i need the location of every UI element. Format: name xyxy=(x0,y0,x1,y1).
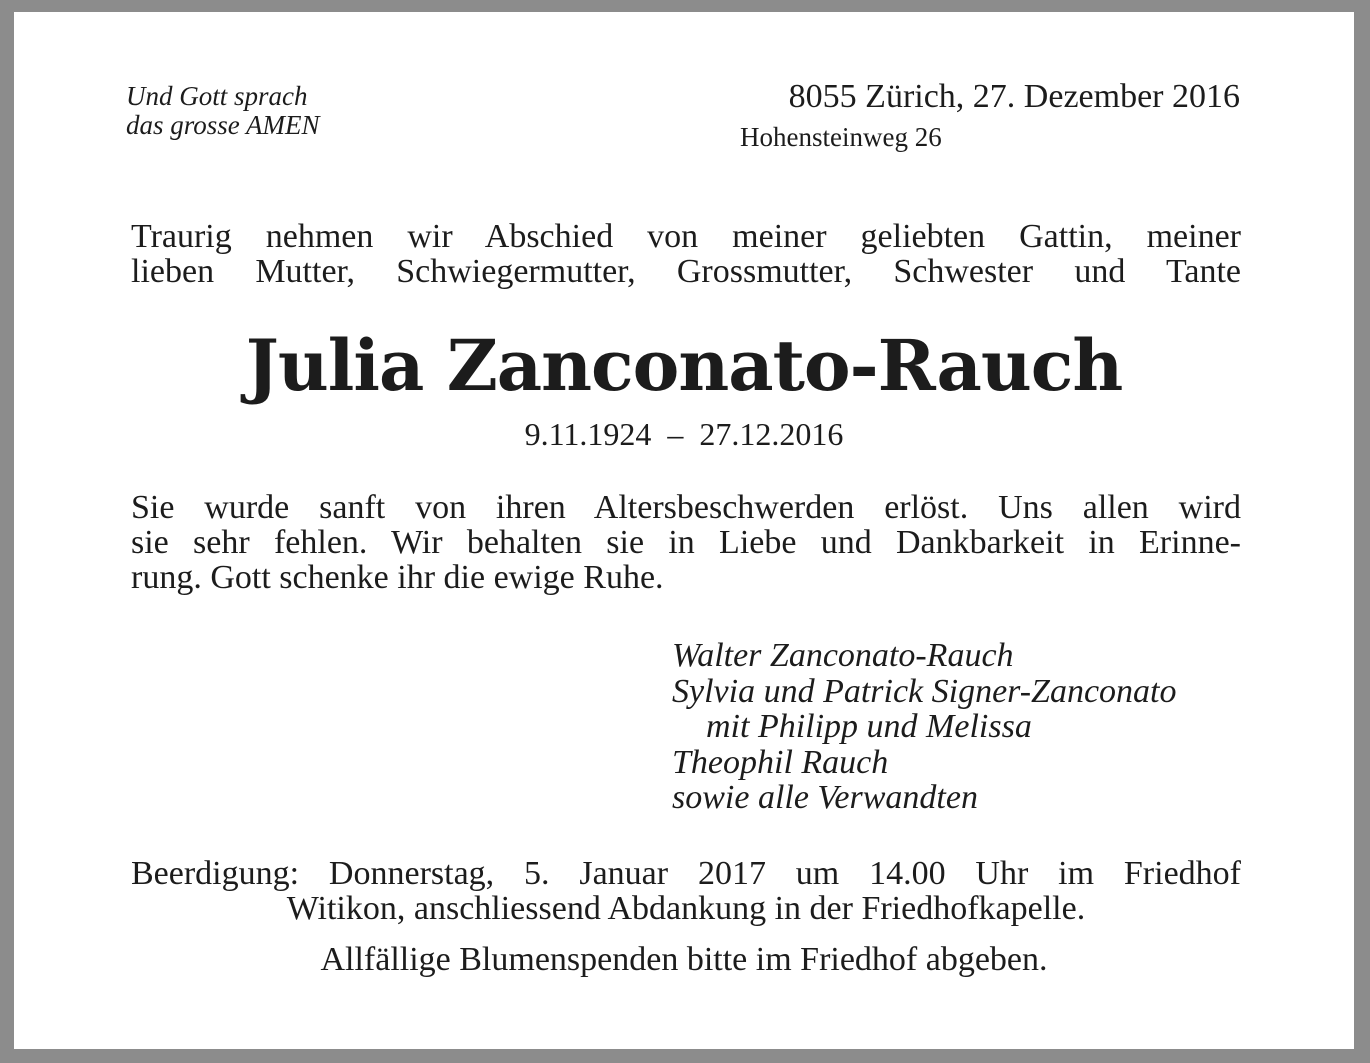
mourner-name: Walter Zanconato-Rauch xyxy=(672,637,1014,674)
address: Hohensteinweg 26 xyxy=(740,122,942,152)
message-line-3: rung. Gott schenke ihr die ewige Ruhe. xyxy=(131,559,664,596)
intro-line-2: lieben Mutter, Schwiegermutter, Grossmutter, Schwester und Tante xyxy=(131,253,1241,290)
message-line-1: Sie wurde sanft von ihren Altersbeschwerden erlöst. Uns allen wird xyxy=(131,489,1241,526)
place-date: 8055 Zürich, 27. Dezember 2016 xyxy=(788,78,1240,115)
mourners-list xyxy=(672,638,1177,816)
mourner-name: Sylvia und Patrick Signer-Zanconato xyxy=(672,672,1177,710)
message-line-2: sie sehr fehlen. Wir behalten sie in Liebe und Dankbarkeit in Erinne- xyxy=(131,524,1241,561)
funeral-line-2: Witikon, anschliessend Abdankung in der Friedhofkapelle. xyxy=(286,890,1086,927)
deceased-name: Julia Zanconato-Rauch xyxy=(245,324,1123,407)
life-dates: 9.11.1924 – 27.12.2016 xyxy=(524,416,844,452)
intro-line-1: Traurig nehmen wir Abschied von meiner geliebten Gattin, meiner xyxy=(131,218,1241,255)
motto xyxy=(126,82,320,140)
obituary-notice xyxy=(14,12,1354,1049)
motto-line-2: das grosse AMEN xyxy=(126,110,320,140)
motto-line-1: Und Gott sprach xyxy=(126,81,308,111)
mourner-name: mit Philipp und Melissa xyxy=(706,708,1032,745)
intro-text xyxy=(131,219,1241,289)
funeral-info xyxy=(131,856,1241,926)
funeral-line-1: Beerdigung: Donnerstag, 5. Januar 2017 um 14.00 Uhr im Friedhof xyxy=(131,855,1241,892)
mourner-name: sowie alle Verwandten xyxy=(672,779,978,816)
message-text xyxy=(131,490,1241,595)
flowers-note: Allfällige Blumenspenden bitte im Friedhof abgeben. xyxy=(320,941,1048,978)
mourner-name: Theophil Rauch xyxy=(672,743,889,781)
